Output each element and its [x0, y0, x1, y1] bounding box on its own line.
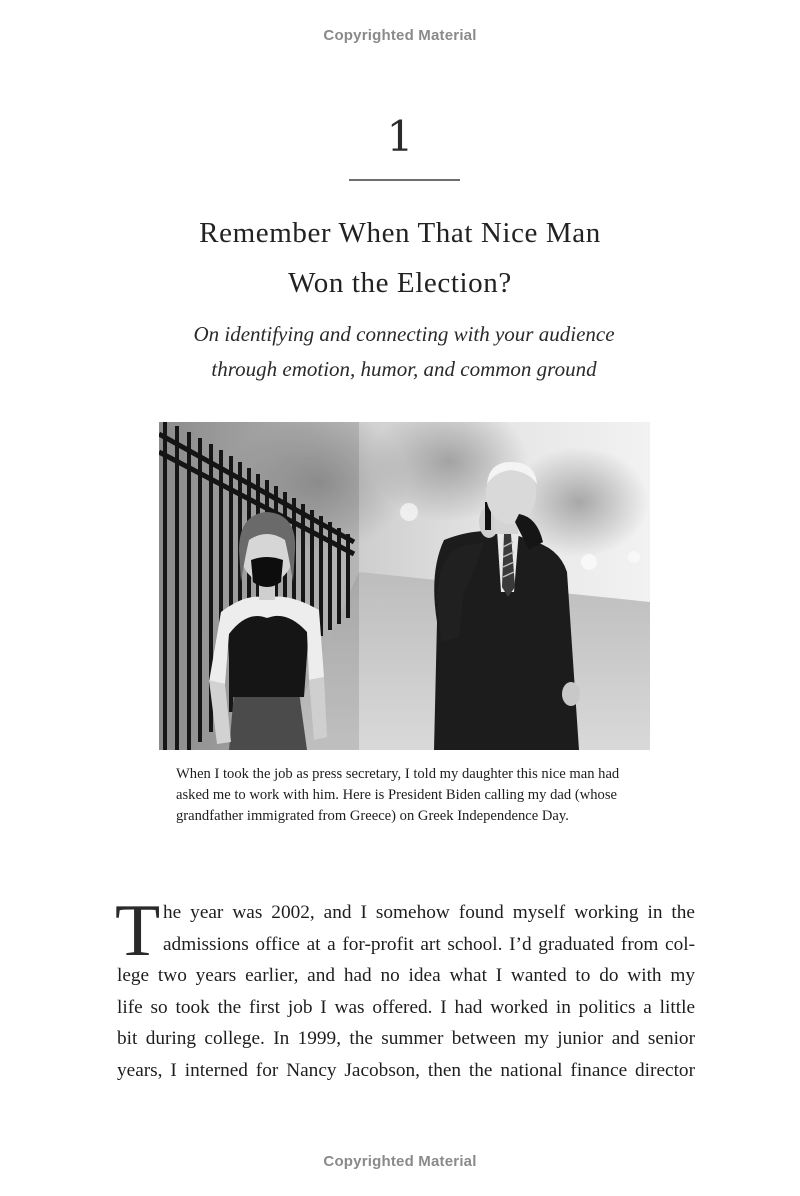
chapter-title	[0, 208, 800, 308]
chapter-photo	[159, 422, 650, 750]
copyright-watermark-top: Copyrighted Material	[323, 27, 477, 44]
chapter-subtitle	[0, 317, 800, 387]
caption-line: grandfather immigrated from Greece) on Greek Independence Day.	[176, 808, 569, 824]
caption-line: When I took the job as press secretary, I told my daughter this nice man had	[176, 766, 620, 782]
chapter-divider	[349, 179, 460, 181]
body-paragraph	[115, 890, 695, 1086]
chapter-subtitle-line: On identifying and connecting with your audience	[193, 322, 615, 346]
chapter-number: 1	[386, 112, 414, 161]
photo-caption	[176, 764, 646, 827]
chapter-title-line: Remember When That Nice Man	[199, 217, 601, 249]
body-line: lege two years earlier, and had no idea what I wanted to do with my	[117, 965, 695, 986]
copyright-watermark-bottom: Copyrighted Material	[323, 1153, 477, 1170]
body-line: years, I interned for Nancy Jacobson, then the national finance director	[117, 1059, 695, 1081]
drop-cap: T	[115, 890, 161, 972]
chapter-title-line: Won the Election?	[288, 267, 512, 299]
body-line: bit during college. In 1999, the summer between my junior and senior	[117, 1028, 695, 1049]
body-line: life so took the first job I was offered. I had worked in politics a little	[117, 996, 695, 1018]
caption-line: asked me to work with him. Here is President Biden calling my dad (whose	[176, 787, 617, 803]
chapter-subtitle-line: through emotion, humor, and common ground	[211, 357, 597, 381]
body-line: he year was 2002, and I somehow found myself working in the	[163, 902, 695, 923]
body-line: admissions office at a for-profit art school. I’d graduated from col-	[163, 933, 695, 955]
